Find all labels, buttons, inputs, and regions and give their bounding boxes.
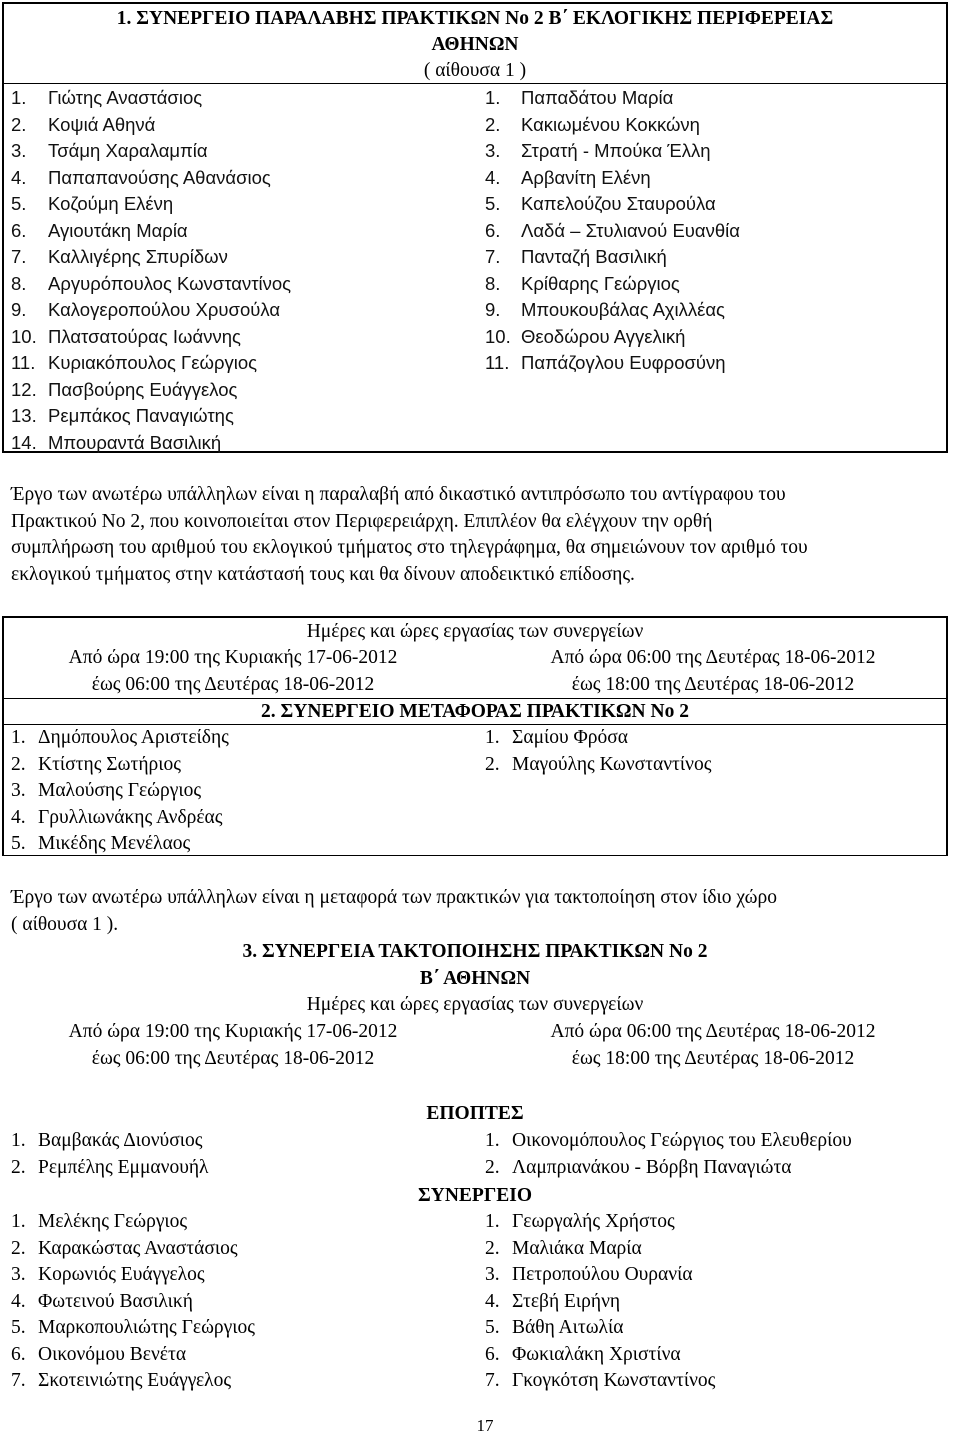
- list-item-name: Μελέκης Γεώργιος: [38, 1211, 188, 1232]
- list-item-name: Βάθη Αιτωλία: [512, 1317, 624, 1338]
- list-item: [11, 377, 291, 404]
- list-item-name: Κτίστης Σωτήριος: [38, 753, 181, 775]
- list-item-number: 11.: [485, 352, 510, 373]
- list-item-name: Παπαπανούσης Αθανάσιος: [48, 166, 271, 188]
- list-item-number: 5.: [485, 193, 501, 214]
- list-item-name: Κρίθαρης Γεώργιος: [521, 272, 680, 294]
- list-item-number: 1.: [11, 1211, 26, 1232]
- list-item-number: 5.: [11, 193, 27, 214]
- list-item-number: 4.: [11, 1290, 26, 1312]
- list-item: [485, 112, 740, 139]
- list-item: [11, 1315, 255, 1342]
- list-item-number: 1.: [11, 1130, 26, 1151]
- list-item-name: Βαμβακάς Διονύσιος: [38, 1130, 203, 1151]
- list-item-name: Παπαδάτου Μαρία: [521, 87, 674, 108]
- list-item-number: 5.: [485, 1317, 500, 1338]
- section2-title: 2. ΣΥΝΕΡΓΕΙΟ ΜΕΤΑΦΟΡΑΣ ΠΡΑΚΤΙΚΩΝ Νο 2: [261, 701, 689, 722]
- list-item-name: Δημόπουλος Αριστείδης: [38, 727, 229, 748]
- list-item: [11, 297, 291, 324]
- list-item-name: Πετροπούλου Ουρανία: [512, 1264, 693, 1285]
- list-item: [11, 1209, 255, 1236]
- list-item: [11, 1236, 255, 1263]
- crew-right-list: [485, 1209, 715, 1395]
- supervisors-heading: ΕΠΟΠΤΕΣ: [426, 1103, 524, 1124]
- list-item-number: 2.: [11, 113, 27, 135]
- list-item-number: 8.: [485, 272, 501, 294]
- list-item-name: Κοζούμη Ελένη: [48, 193, 174, 214]
- list-item-name: Κοψιά Αθηνά: [48, 113, 156, 135]
- list-item-number: 12.: [11, 378, 37, 400]
- list-item-number: 7.: [485, 246, 501, 267]
- supervisors-left-list: [11, 1128, 209, 1181]
- list-item-number: 6.: [485, 219, 501, 241]
- list-item-name: Αργυρόπουλος Κωνσταντίνος: [48, 272, 292, 294]
- list-item-number: 4.: [11, 806, 26, 828]
- section3-hours-right: Από ώρα 06:00 της Δευτέρας 18-06-2012 έως 18:00 της Δευτέρας 18-06-2012: [550, 1021, 876, 1069]
- list-item: [11, 1289, 255, 1316]
- list-item-name: Θεοδώρου Αγγελική: [521, 325, 686, 347]
- list-item: [485, 218, 740, 245]
- supervisors-right-list: [485, 1128, 852, 1181]
- list-item: [11, 350, 291, 377]
- list-item-name: Καλογεροπούλου Χρυσούλα: [48, 299, 281, 320]
- list-item: [11, 244, 291, 271]
- hours1-right: Από ώρα 06:00 της Δευτέρας 18-06-2012 έως 18:00 της Δευτέρας 18-06-2012: [550, 647, 876, 695]
- crew-left-list: [11, 1209, 255, 1395]
- list-item-number: 2.: [11, 753, 26, 775]
- list-item-name: Γκογκότση Κωνσταντίνος: [512, 1370, 716, 1391]
- list-item: [485, 138, 740, 165]
- list-item-number: 13.: [11, 405, 37, 426]
- list-item-number: 3.: [11, 1264, 26, 1285]
- list-item-number: 10.: [485, 325, 511, 347]
- list-item: [11, 165, 291, 192]
- list-item: [485, 1128, 852, 1155]
- section2-left-list: [11, 725, 229, 858]
- list-item: [485, 1262, 715, 1289]
- list-item-name: Μαλιάκα Μαρία: [512, 1237, 642, 1259]
- list-item-name: Παπάζογλου Ευφροσύνη: [521, 352, 726, 373]
- list-item: [485, 297, 740, 324]
- list-item-name: Μικέδης Μενέλαος: [38, 833, 191, 854]
- list-item: [11, 831, 229, 858]
- list-item: [485, 1289, 715, 1316]
- list-item-name: Λαδά – Στυλιανού Ευανθία: [521, 219, 740, 241]
- section1-left-list: [11, 85, 291, 456]
- section1-title: 1. ΣΥΝΕΡΓΕΙΟ ΠΑΡΑΛΑΒΗΣ ΠΡΑΚΤΙΚΩΝ Νο 2 Β΄ ΕΚΛΟΓΙΚΗΣ ΠΕΡΙΦΕΡΕΙΑΣ ΑΘΗΝΩΝ ( αίθουσα 1 ): [116, 8, 834, 81]
- section2-right-list: [485, 725, 711, 778]
- list-item-name: Γιώτης Αναστάσιος: [48, 87, 203, 108]
- list-item-number: 4.: [485, 1290, 500, 1312]
- page-number: 17: [476, 1416, 494, 1435]
- list-item: [11, 805, 229, 832]
- list-item-name: Σκοτεινιώτης Ευάγγελος: [38, 1370, 232, 1391]
- list-item-number: 2.: [11, 1237, 26, 1259]
- list-item-name: Αγιουτάκη Μαρία: [48, 219, 188, 241]
- list-item-number: 2.: [485, 1156, 500, 1178]
- list-item: [11, 725, 229, 752]
- list-item: [485, 1209, 715, 1236]
- list-item-name: Οικονομόπουλος Γεώργιος του Ελευθερίου: [512, 1130, 852, 1151]
- list-item-name: Φωτεινού Βασιλική: [38, 1290, 193, 1312]
- list-item-name: Καλλιγέρης Σπυρίδων: [48, 246, 228, 267]
- section1-right-list: [485, 85, 740, 377]
- list-item: [11, 752, 229, 779]
- list-item: [11, 324, 291, 351]
- list-item-number: 5.: [11, 1317, 26, 1338]
- list-item-name: Καρακώστας Αναστάσιος: [38, 1237, 238, 1259]
- list-item-number: 1.: [11, 727, 26, 748]
- section3-hours-left: Από ώρα 19:00 της Κυριακής 17-06-2012 έως 06:00 της Δευτέρας 18-06-2012: [68, 1021, 398, 1069]
- list-item-number: 11.: [11, 352, 36, 373]
- list-item-name: Στρατή - Μπούκα Έλλη: [521, 140, 711, 161]
- list-item-name: Ρεμπάκος Παναγιώτης: [48, 405, 234, 426]
- section3-title: 3. ΣΥΝΕΡΓΕΙΑ ΤΑΚΤΟΠΟΙΗΣΗΣ ΠΡΑΚΤΙΚΩΝ Νο 2 Β΄ ΑΘΗΝΩΝ: [242, 941, 708, 989]
- list-item-number: 2.: [485, 113, 501, 135]
- list-item: [11, 778, 229, 805]
- list-item-number: 7.: [11, 246, 27, 267]
- list-item-number: 1.: [485, 87, 501, 108]
- hours1-left: Από ώρα 19:00 της Κυριακής 17-06-2012 έως 06:00 της Δευτέρας 18-06-2012: [68, 647, 398, 695]
- list-item-number: 1.: [485, 727, 500, 748]
- crew-heading: ΣΥΝΕΡΓΕΙΟ: [417, 1185, 532, 1206]
- list-item: [485, 85, 740, 112]
- list-item-number: 1.: [485, 1130, 500, 1151]
- list-item: [485, 752, 711, 779]
- list-item-name: Ρεμπέλης Εμμανουήλ: [38, 1156, 209, 1178]
- list-item-number: 5.: [11, 833, 26, 854]
- list-item: [485, 1315, 715, 1342]
- list-item-name: Μαγούλης Κωνσταντίνος: [512, 753, 712, 775]
- list-item-name: Πλατσατούρας Ιωάννης: [48, 325, 241, 347]
- list-item: [485, 324, 740, 351]
- list-item-number: 6.: [11, 1343, 26, 1365]
- list-item-number: 3.: [485, 140, 501, 161]
- list-item-name: Μαλούσης Γεώργιος: [38, 780, 202, 801]
- list-item-name: Κακιωμένου Κοκκώνη: [521, 113, 700, 135]
- list-item-number: 7.: [11, 1370, 26, 1391]
- list-item-number: 4.: [11, 166, 27, 188]
- list-item-number: 2.: [485, 1237, 500, 1259]
- list-item-number: 7.: [485, 1370, 500, 1391]
- list-item: [485, 191, 740, 218]
- list-item-name: Μαρκοπουλιώτης Γεώργιος: [38, 1317, 255, 1338]
- list-item: [11, 1155, 209, 1182]
- list-item: [11, 1128, 209, 1155]
- list-item-name: Οικονόμου Βενέτα: [38, 1343, 187, 1365]
- list-item-number: 6.: [485, 1343, 500, 1365]
- list-item-name: Πανταζή Βασιλική: [521, 246, 667, 267]
- list-item: [11, 218, 291, 245]
- list-item: [11, 191, 291, 218]
- list-item-name: Κορωνιός Ευάγγελος: [38, 1264, 205, 1285]
- list-item: [11, 271, 291, 298]
- list-item: [485, 350, 740, 377]
- list-item-number: 3.: [485, 1264, 500, 1285]
- list-item-number: 14.: [11, 431, 37, 453]
- list-item-number: 6.: [11, 219, 27, 241]
- list-item: [11, 85, 291, 112]
- list-item: [11, 430, 291, 457]
- list-item: [485, 1342, 715, 1369]
- list-item-name: Γρυλλιωνάκης Ανδρέας: [38, 806, 223, 828]
- list-item-number: 4.: [485, 166, 501, 188]
- list-item: [485, 165, 740, 192]
- list-item-name: Κυριακόπουλος Γεώργιος: [48, 352, 258, 373]
- section1-paragraph: Έργο των ανωτέρω υπάλληλων είναι η παραλαβή από δικαστικό αντιπρόσωπο του αντίγραφου του Πρακτικού Νο 2, που κοινοποιείται στον Περιφερειάρχη. Επιπλέον θα ελέγχουν την ορθή συμπλήρωση του αριθμού του εκλογικού τμήματος στο τηλεγράφημα, θα σημειώνουν τον αριθμό του εκλογικού τμήματος στην κατάστασή τους και θα δίνουν αποδεικτικό επίδοσης.: [11, 484, 808, 585]
- list-item: [485, 1155, 852, 1182]
- list-item-name: Στεβή Ειρήνη: [512, 1290, 621, 1312]
- list-item-number: 8.: [11, 272, 27, 294]
- list-item-name: Αρβανίτη Ελένη: [521, 166, 651, 188]
- section2-paragraph: Έργο των ανωτέρω υπάλληλων είναι η μεταφορά των πρακτικών για τακτοποίηση στον ίδιο χώρο ( αίθουσα 1 ).: [11, 887, 777, 935]
- list-item-number: 9.: [485, 299, 501, 320]
- list-item-name: Γεωργαλής Χρήστος: [512, 1211, 675, 1232]
- list-item: [11, 403, 291, 430]
- list-item: [11, 112, 291, 139]
- list-item-number: 3.: [11, 140, 27, 161]
- list-item: [11, 1368, 255, 1395]
- list-item-number: 3.: [11, 780, 26, 801]
- list-item-number: 10.: [11, 325, 37, 347]
- list-item-number: 1.: [11, 87, 27, 108]
- list-item-name: Πασβούρης Ευάγγελος: [48, 378, 238, 400]
- list-item-number: 9.: [11, 299, 27, 320]
- section3-hours-header: Ημέρες και ώρες εργασίας των συνεργείων: [306, 994, 644, 1015]
- list-item-name: Καπελούζου Σταυρούλα: [521, 193, 716, 214]
- list-item: [485, 244, 740, 271]
- list-item: [485, 1236, 715, 1263]
- list-item-name: Φωκιαλάκη Χριστίνα: [512, 1343, 681, 1365]
- list-item: [485, 725, 711, 752]
- list-item: [11, 138, 291, 165]
- list-item: [11, 1262, 255, 1289]
- list-item-number: 1.: [485, 1211, 500, 1232]
- list-item: [485, 1368, 715, 1395]
- list-item-number: 2.: [11, 1156, 26, 1178]
- list-item-name: Τσάμη Χαραλαμπία: [48, 140, 208, 161]
- list-item-name: Λαμπριανάκου - Βόρβη Παναγιώτα: [512, 1156, 792, 1178]
- hours1-header: Ημέρες και ώρες εργασίας των συνεργείων: [306, 621, 644, 642]
- list-item: [11, 1342, 255, 1369]
- list-item: [485, 271, 740, 298]
- list-item-name: Μπουκουβάλας Αχιλλέας: [521, 299, 725, 320]
- list-item-name: Μπουραντά Βασιλική: [48, 431, 222, 453]
- list-item-name: Σαμίου Φρόσα: [512, 727, 629, 748]
- list-item-number: 2.: [485, 753, 500, 775]
